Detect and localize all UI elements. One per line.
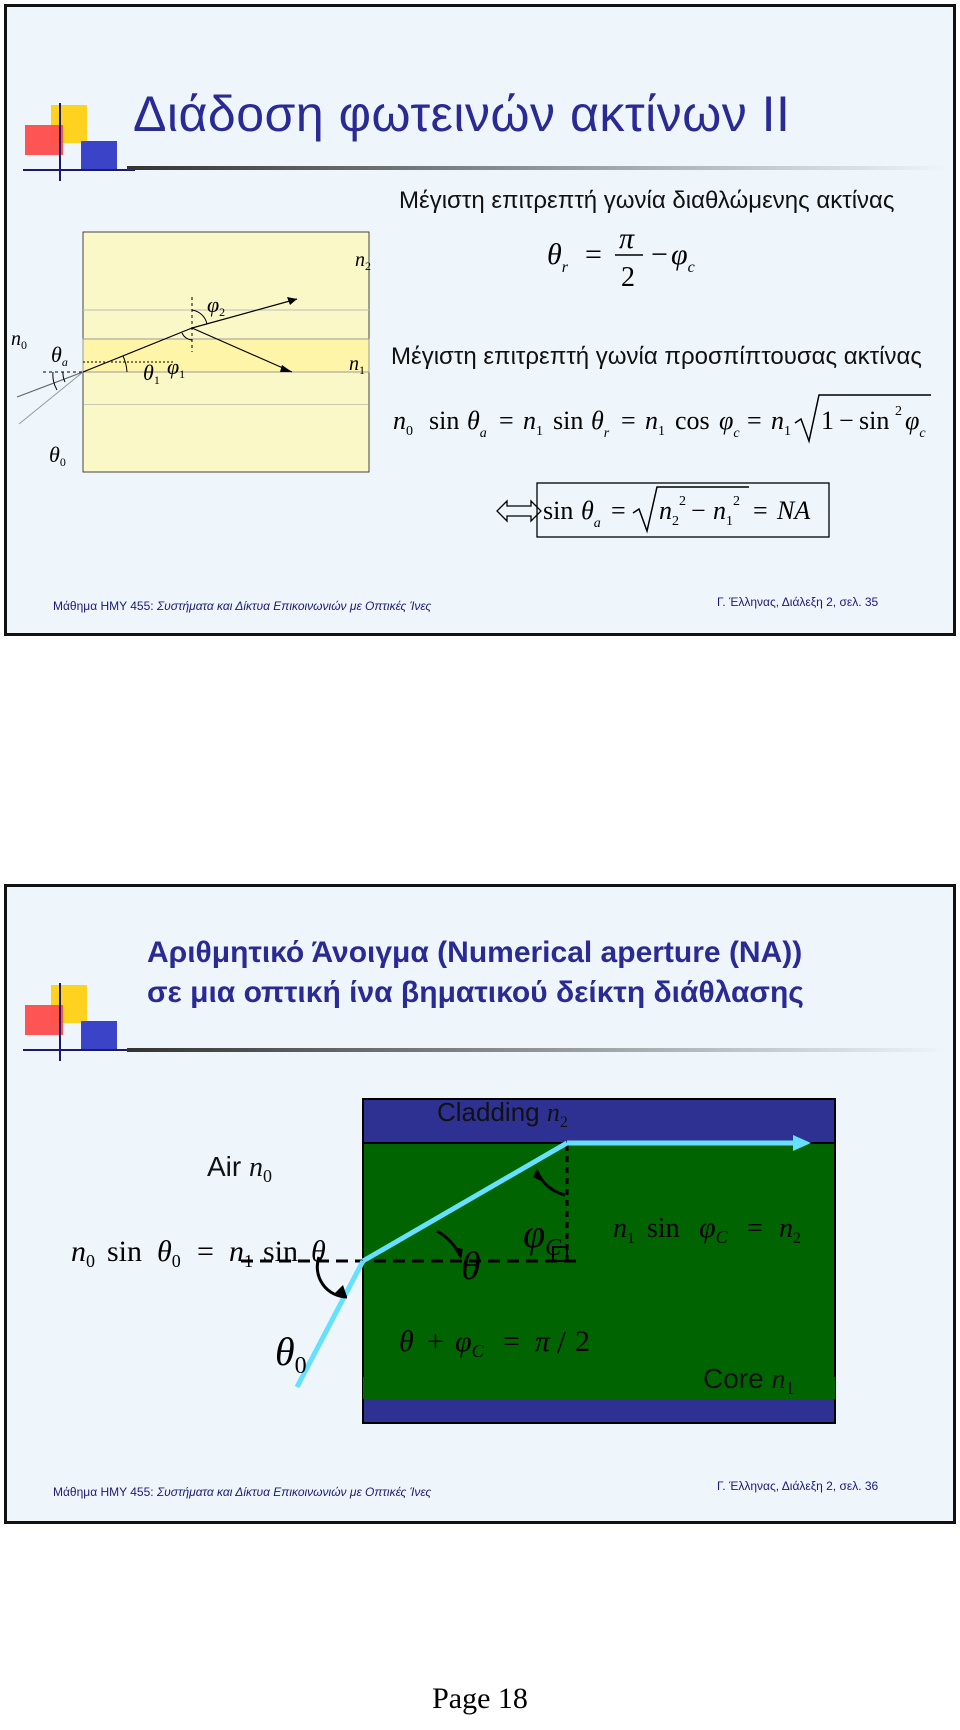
angle-label-theta	[459, 1239, 499, 1289]
slide-logo-icon	[17, 103, 137, 193]
slide-35	[4, 4, 956, 636]
svg-text:NA: NA	[777, 496, 811, 525]
label-n0: $n_0$	[11, 328, 27, 352]
svg-text:=: =	[585, 238, 602, 271]
svg-text:−: −	[651, 238, 668, 271]
label-phi-2: φ2	[207, 292, 226, 319]
label-theta-1: θ1	[143, 360, 160, 387]
svg-text:sin: sin	[647, 1213, 680, 1244]
title-line-1: Αριθμητικό Άνοιγμα (Numerical aperture (NA))	[147, 936, 803, 969]
subtitle-max-refracted: Μέγιστη επιτρεπτή γωνία διαθλώμενης ακτίνας	[399, 187, 895, 214]
svg-text:n2: $n_2$	[659, 496, 679, 529]
label-n1: $n_1$	[349, 353, 365, 377]
equation-critical	[613, 1203, 833, 1253]
svg-text:n1: $n_1$	[613, 1213, 635, 1247]
core-label: Core $n_1$	[703, 1363, 795, 1398]
equation-theta-r	[547, 222, 707, 302]
svg-text:=: =	[753, 496, 768, 525]
air-label: Air $n_0$	[207, 1151, 272, 1186]
footer-page: Γ. Έλληνας, Διάλεξη 2, σελ. 35	[717, 595, 879, 609]
angle-label-theta0	[273, 1321, 333, 1381]
svg-text:n1: $n_1$	[713, 496, 733, 529]
svg-text:sin: sin	[263, 1235, 299, 1268]
svg-text:=: =	[197, 1235, 214, 1268]
svg-text:n2: $n_2$	[779, 1213, 801, 1247]
slide-logo-icon	[17, 983, 137, 1073]
svg-text:φc: $\varphi_c$	[905, 406, 926, 441]
svg-text:n1: $n_1$	[771, 406, 791, 439]
svg-text:sin: sin	[429, 406, 460, 435]
ray-diagram	[7, 222, 387, 482]
svg-text:π: π	[535, 1325, 551, 1358]
svg-text:−: −	[839, 406, 854, 435]
svg-text:φC: $\varphi_C$	[523, 1211, 562, 1261]
svg-text:=: =	[499, 406, 514, 435]
footer-page: Γ. Έλληνας, Διάλεξη 2, σελ. 36	[717, 1479, 879, 1493]
title-underline	[127, 165, 947, 171]
svg-text:θr: $\theta_r$	[591, 406, 610, 441]
svg-text:sin: sin	[859, 406, 890, 435]
svg-text:n1: $n_1$	[523, 406, 543, 439]
svg-text:2: 2	[895, 404, 902, 419]
svg-text:=: =	[621, 406, 636, 435]
equation-snell-entry	[71, 1227, 371, 1277]
svg-text:cos: cos	[675, 406, 710, 435]
angle-label-phi-c	[521, 1207, 581, 1267]
page-title	[147, 933, 804, 1013]
cladding-label: Cladding $n_2$	[437, 1097, 568, 1131]
svg-text:sin: sin	[543, 496, 574, 525]
svg-text:θ0: $\theta_0$	[275, 1329, 307, 1379]
label-theta-a: θa	[51, 342, 68, 369]
svg-text:θa: $\theta_a$	[467, 406, 487, 441]
svg-text:θ: θ	[311, 1235, 326, 1268]
svg-text:n0: $n_0$	[71, 1235, 95, 1271]
svg-text:2: 2	[679, 494, 686, 509]
svg-text:2: 2	[733, 494, 740, 509]
svg-text:φc: $\varphi_c$	[671, 238, 695, 276]
footer-course: Μάθημα ΗΜΥ 455: Συστήματα και Δίκτυα Επικοινωνιών με Οπτικές Ίνες	[53, 1485, 432, 1499]
svg-text:θa: $\theta_a$	[581, 496, 601, 531]
svg-text:2: 2	[621, 262, 635, 293]
title-underline	[127, 1047, 947, 1053]
svg-text:φc: $\varphi_c$	[719, 406, 740, 441]
svg-text:θr: $\theta_r$	[547, 238, 568, 276]
equation-angle-sum	[399, 1317, 609, 1367]
svg-text:π: π	[619, 222, 635, 255]
svg-text:−: −	[691, 496, 706, 525]
svg-text:=: =	[503, 1325, 520, 1358]
equation-snell-chain	[393, 389, 953, 449]
svg-text:2: 2	[575, 1325, 590, 1358]
subtitle-max-incident: Μέγιστη επιτρεπτή γωνία προσπίπτουσας ακτίνας	[391, 343, 922, 370]
svg-text:=: =	[611, 496, 626, 525]
label-n2: $n_2$	[355, 249, 371, 273]
svg-text:φC: $\varphi_C$	[699, 1211, 728, 1247]
footer-course: Μάθημα ΗΜΥ 455: Συστήματα και Δίκτυα Επικοινωνιών με Οπτικές Ίνες	[53, 599, 432, 613]
svg-text:θ0: $\theta_0$	[157, 1235, 181, 1271]
svg-text:n1: $n_1$	[229, 1235, 253, 1271]
svg-text:=: =	[747, 406, 762, 435]
equation-na	[493, 475, 833, 545]
slide-36	[4, 884, 956, 1524]
svg-text:n1: $n_1$	[645, 406, 665, 439]
svg-text:sin: sin	[553, 406, 584, 435]
svg-text:1: 1	[821, 406, 834, 435]
svg-text:φC: $\varphi_C$	[455, 1325, 484, 1361]
svg-text:n0: $n_0$	[393, 406, 413, 439]
label-theta-0: θ0	[49, 442, 66, 469]
page-number: Page 18	[432, 1682, 528, 1715]
svg-text:θ: θ	[461, 1243, 481, 1288]
svg-text:=: =	[747, 1213, 763, 1244]
label-phi-1: φ1	[167, 354, 186, 381]
svg-text:sin: sin	[107, 1235, 143, 1268]
page-title: Διάδοση φωτεινών ακτίνων ΙΙ	[133, 86, 791, 142]
svg-text:+: +	[427, 1325, 444, 1358]
svg-text:θ: θ	[399, 1325, 414, 1358]
svg-text:/: /	[557, 1324, 566, 1360]
title-line-2: σε μια οπτική ίνα βηματικού δείκτη διάθλασης	[147, 976, 804, 1009]
